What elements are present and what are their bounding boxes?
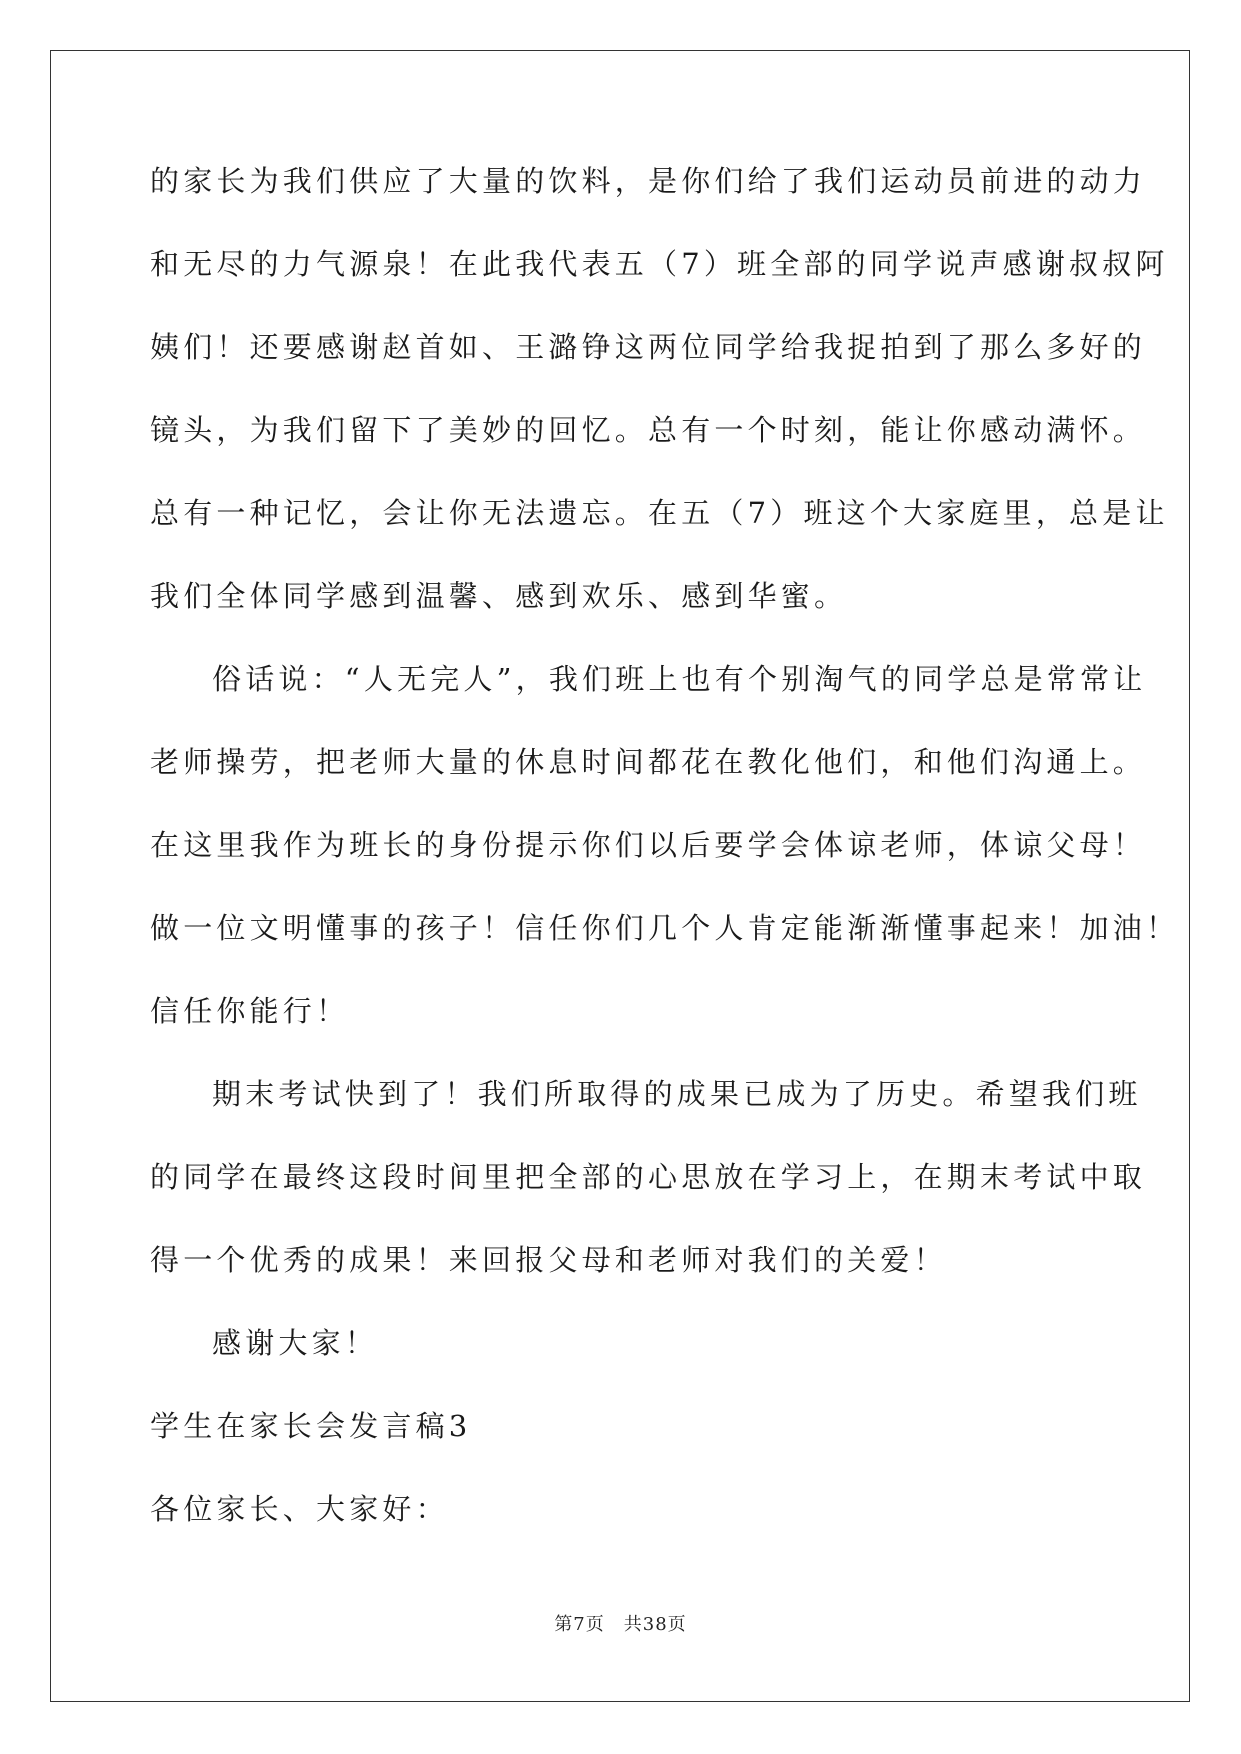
text-line: 得一个优秀的成果！来回报父母和老师对我们的关爱！: [150, 1243, 947, 1277]
text-line: 在这里我作为班长的身份提示你们以后要学会体谅老师，体谅父母！: [150, 828, 1147, 862]
text-line: 姨们！还要感谢赵首如、王潞铮这两位同学给我捉拍到了那么多好的: [150, 330, 1147, 364]
paragraph-start-line: 俗话说：“人无完人”，我们班上也有个别淘气的同学总是常常让: [212, 662, 1147, 696]
closing-thanks-line: 感谢大家！: [212, 1326, 379, 1360]
text-line: 老师操劳，把老师大量的休息时间都花在教化他们，和他们沟通上。: [150, 745, 1147, 779]
paragraph-start-line: 期末考试快到了！我们所取得的成果已成为了历史。希望我们班: [212, 1077, 1142, 1111]
text-line: 我们全体同学感到温馨、感到欢乐、感到华蜜。: [150, 579, 848, 613]
salutation-line: 各位家长、大家好：: [150, 1492, 449, 1526]
text-line: 的家长为我们供应了大量的饮料，是你们给了我们运动员前进的动力: [150, 164, 1147, 198]
text-line: 和无尽的力气源泉！在此我代表五（7）班全部的同学说声感谢叔叔阿: [150, 247, 1169, 281]
text-line: 的同学在最终这段时间里把全部的心思放在学习上，在期末考试中取: [150, 1160, 1147, 1194]
text-line: 信任你能行！: [150, 994, 350, 1028]
text-line: 镜头，为我们留下了美妙的回忆。总有一个时刻，能让你感动满怀。: [150, 413, 1147, 447]
text-line: 做一位文明懂事的孩子！信任你们几个人肯定能渐渐懂事起来！加油！: [150, 911, 1180, 945]
text-line: 总有一种记忆，会让你无法遗忘。在五（7）班这个大家庭里，总是让: [150, 496, 1169, 530]
document-body: [150, 160, 1180, 1571]
section-heading: 学生在家长会发言稿3: [150, 1409, 472, 1443]
page-number-footer: 第7页 共38页: [554, 1614, 687, 1635]
